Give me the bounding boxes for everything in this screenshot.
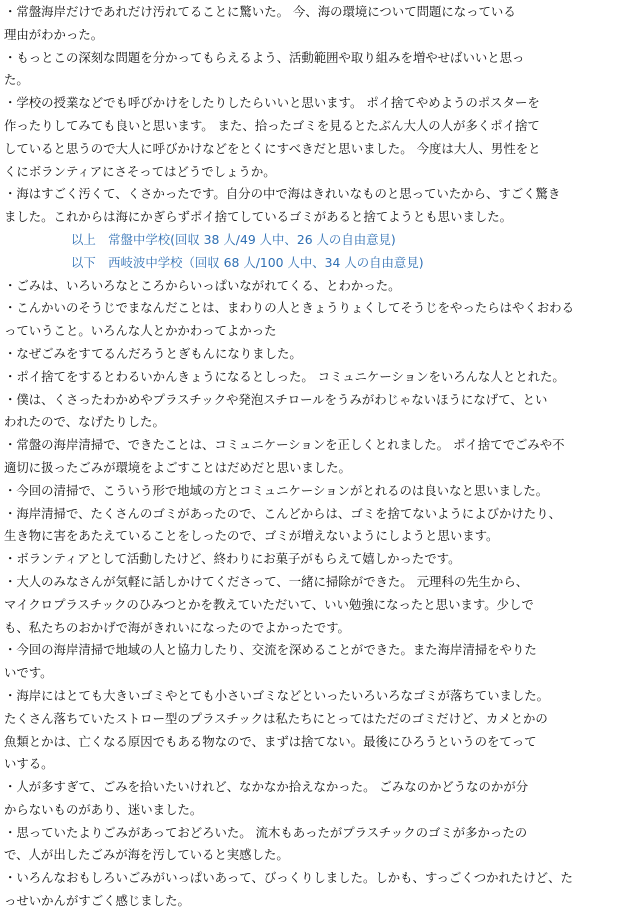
comment-item: ・海岸にはとても大きいゴミやとても小さいゴミなどといったいろいろなゴミが落ちていました。 たくさん落ちていたストロー型のプラスチックは私たちにとってはただのゴミだけど、カメとかの 魚類とかは、亡くなる原因でもある物なので、まずは捨てない。最後にひろうというのをてって いする。 [4, 687, 550, 772]
comment-item: ・なぜごみをすてるんだろうとぎもんになりました。 [4, 345, 302, 361]
comment-item: ・海岸清掃で、たくさんのゴミがあったので、こんどからは、ゴミを捨てないようによびかけたり、 生き物に害をあたえていることをしったので、ゴミが増えないようにしようと思います。 [4, 505, 561, 544]
source-note-nishikiwa: 以下 西岐波中学校（回収 68 人/100 人中、34 人の自由意見) [71, 254, 424, 270]
comment-item: ・ボランティアとして活動したけど、終わりにお菓子がもらえて嬉しかったです。 [4, 551, 461, 567]
comment-item: ・学校の授業などでも呼びかけをしたりしたらいいと思います。 ポイ捨てやめようのポスターを 作ったりしてみても良いと思います。 また、拾ったゴミを見るとたぶん大人の人が多くポイ捨て していると思うので大人に呼びかけなどをとくにすべきだと思いました。 今度は大人、男性をと くにボランティアにさそってはどうでしょうか。 [4, 95, 541, 179]
comment-item: ・常盤の海岸清掃で、できたことは、コミュニケーションを正しくとれました。 ポイ捨てでごみや不 適切に扱ったごみが環境をよごすことはだめだと思いました。 [4, 437, 565, 475]
comment-item: ・大人のみなさんが気軽に話しかけてくださって、一緒に掃除ができた。 元理科の先生から、 マイクロプラスチックのひみつとかを教えていただいて、いい勉強になったと思います。少しで も、私たちのおかげで海がきれいになったのでよかったです。 [4, 573, 534, 635]
comment-item: ・いろんなおもしろいごみがいっぱいあって、びっくりしました。しかも、すっごくつかれたけど、た っせいかんがすごく感じました。 [4, 870, 573, 909]
document-page [4, 1, 624, 913]
source-note-tokiwa: 以上 常盤中学校(回収 38 人/49 人中、26 人の自由意見) [71, 231, 396, 247]
comment-item: ・ごみは、いろいろなところからいっぱいながれてくる、とわかった。 [4, 277, 401, 293]
comment-item: ・人が多すぎて、ごみを拾いたいけれど、なかなか拾えなかった。 ごみなのかどうなのかが分 からないものがあり、迷いました。 [4, 779, 529, 817]
comment-group-tokiwa [4, 1, 624, 229]
comment-group-nishikiwa [4, 275, 624, 913]
comment-item: ・海はすごく汚くて、くさかったです。自分の中で海はきれいなものと思っていたから、すごく驚き ました。これからは海にかぎらずポイ捨てしているゴミがあると捨てようとも思いました。 [4, 186, 561, 225]
comment-item: ・僕は、くさったわかめやプラスチックや発泡スチロールをうみがわじゃないほうになげて、とい われたので、なげたりした。 [4, 391, 548, 430]
comment-item: ・もっとこの深刻な問題を分かってもらえるよう、活動範囲や取り組みを増やせばいいと思っ た。 [4, 49, 525, 88]
comment-item: ・常盤海岸だけであれだけ汚れてることに驚いた。 今、海の環境について問題になっている 理由がわかった。 [4, 4, 516, 42]
comment-item: ・こんかいのそうじでまなんだことは、まわりの人ときょうりょくしてそうじをやったらはやくおわる っていうこと。いろんな人とかかわってよかった [4, 300, 574, 339]
comment-item: ・ポイ捨てをするとわるいかんきょうになるとしった。 コミュニケーションをいろんな人ととれた。 [4, 368, 565, 384]
comment-item: ・思っていたよりごみがあっておどろいた。 流木もあったがプラスチックのゴミが多かったの で、人が出したごみが海を汚していると実感した。 [4, 824, 528, 863]
comment-item: ・今回の清掃で、こういう形で地域の方とコミュニケーションがとれるのは良いなと思いました。 [4, 482, 549, 498]
comment-item: ・今回の海岸清掃で地域の人と協力したり、交流を深めることができた。また海岸清掃をやりた いです。 [4, 642, 537, 681]
